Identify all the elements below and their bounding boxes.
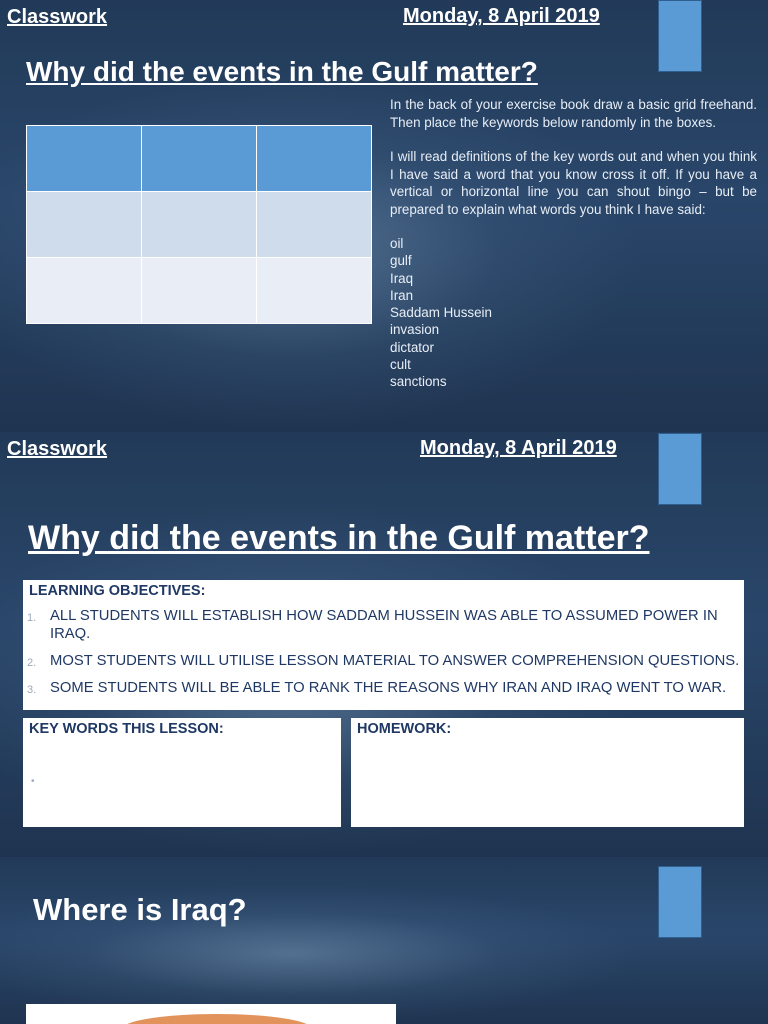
accent-bar [658, 0, 702, 72]
homework-panel [351, 718, 744, 827]
keyword-item: cult [390, 357, 411, 373]
objective-text: ALL STUDENTS WILL ESTABLISH HOW SADDAM HUSSEIN WAS ABLE TO ASSUMED POWER IN IRAQ. [50, 608, 718, 642]
grid-cell [27, 258, 142, 324]
objectives-heading: LEARNING OBJECTIVES: [29, 583, 206, 599]
grid-cell [27, 192, 142, 258]
slide-2 [0, 432, 768, 857]
grid-cell [257, 126, 372, 192]
keyword-item: invasion [390, 322, 440, 338]
grid-cell [257, 258, 372, 324]
objective-text: SOME STUDENTS WILL BE ABLE TO RANK THE REASONS WHY IRAN AND IRAQ WENT TO WAR. [50, 680, 727, 696]
keyword-list [390, 235, 757, 391]
key-words-panel [23, 718, 341, 827]
grid-cell [257, 192, 372, 258]
instructions-paragraph-2: I will read definitions of the key words out and when you think I have said a word that you know cross it off. If you have a vertical or horizontal line you can shout bingo – but be prepared to explain what words you think I have said: [390, 149, 757, 217]
slide-title: Why did the events in the Gulf matter? [28, 519, 650, 557]
learning-objectives-box [23, 580, 744, 710]
slide-3 [0, 857, 768, 1024]
date-label: Monday, 8 April 2019 [403, 5, 600, 27]
keyword-item: gulf [390, 253, 412, 269]
map-image [26, 1004, 396, 1024]
empty-bullet: • [31, 776, 35, 787]
slide-1 [0, 0, 768, 432]
accent-bar [658, 433, 702, 505]
instructions-text [390, 96, 757, 391]
grid-cell [142, 192, 257, 258]
objective-number: 2. [27, 657, 37, 669]
slide-title: Why did the events in the Gulf matter? [26, 56, 538, 87]
objective-number: 1. [27, 612, 37, 624]
keyword-item: Saddam Hussein [390, 305, 492, 321]
accent-bar [658, 866, 702, 938]
classwork-label: Classwork [7, 438, 108, 460]
instructions-paragraph-1: In the back of your exercise book draw a basic grid freehand. Then place the keywords below randomly in the boxes. [390, 97, 757, 130]
grid-cell [142, 126, 257, 192]
grid-cell [142, 258, 257, 324]
objective-item [27, 607, 740, 643]
keyword-item: sanctions [390, 374, 447, 390]
classwork-label: Classwork [7, 6, 108, 28]
homework-heading: HOMEWORK: [357, 721, 452, 737]
objective-item [27, 652, 740, 670]
map-shape [122, 1014, 312, 1024]
keyword-item: Iraq [390, 270, 414, 286]
slide-title: Where is Iraq? [33, 892, 247, 927]
objectives-list [27, 607, 740, 706]
grid-cell [27, 126, 142, 192]
key-words-heading: KEY WORDS THIS LESSON: [29, 721, 224, 737]
date-label: Monday, 8 April 2019 [420, 437, 617, 459]
objective-item [27, 679, 740, 697]
bingo-grid [26, 125, 372, 324]
objective-number: 3. [27, 684, 37, 696]
objective-text: MOST STUDENTS WILL UTILISE LESSON MATERIAL TO ANSWER COMPREHENSION QUESTIONS. [50, 653, 740, 669]
keyword-item: Iran [390, 287, 414, 303]
keyword-item: dictator [390, 339, 434, 355]
keyword-item: oil [390, 236, 404, 251]
